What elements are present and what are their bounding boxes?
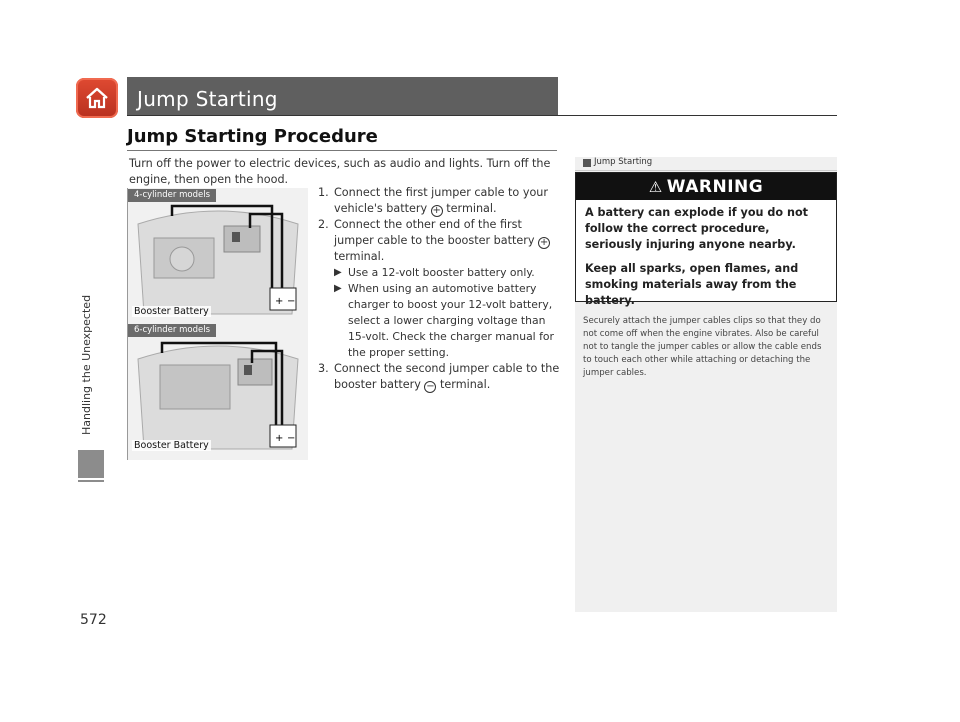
figure-tag-4cyl: 4-cylinder models	[128, 189, 216, 202]
home-icon	[84, 86, 110, 110]
svg-text:−: −	[287, 296, 296, 307]
engine-figure	[127, 188, 308, 460]
svg-text:+: +	[275, 296, 284, 307]
side-tab-line	[78, 480, 104, 482]
svg-text:−: −	[287, 433, 296, 444]
step-2-note-1: ▶ Use a 12-volt booster battery only.	[334, 266, 535, 279]
sidebar-header-label: Jump Starting	[594, 157, 653, 167]
warning-text-2: Keep all sparks, open flames, and smoking materials away from the battery.	[585, 262, 799, 307]
svg-text:+: +	[275, 433, 284, 444]
arrow-right-icon: ▶	[334, 283, 342, 294]
section-title: Jump Starting Procedure	[127, 126, 378, 147]
chapter-title: Jump Starting	[137, 87, 278, 111]
arrow-right-icon: ▶	[334, 267, 342, 278]
side-tab[interactable]	[78, 150, 98, 450]
side-tab-label: Handling the Unexpected	[80, 294, 93, 435]
step-2-note-2: ▶ When using an automotive battery charger to boost your 12-volt battery, select a lower charging voltage than 15-volt. Check the charger manual for the proper setting.	[334, 282, 554, 359]
figure-tag-6cyl: 6-cylinder models	[128, 324, 216, 337]
chapter-divider	[127, 115, 837, 116]
procedure-steps	[318, 185, 563, 393]
engine-illustration-4cyl	[132, 204, 304, 320]
step-1: 1. Connect the first jumper cable to your vehicle's battery + terminal.	[318, 186, 548, 216]
reference-marker-icon	[583, 159, 591, 167]
sidebar-header	[575, 157, 837, 171]
page-number: 572	[80, 612, 107, 628]
warning-box	[575, 172, 837, 307]
plus-terminal-icon: +	[539, 237, 549, 248]
chapter-header	[127, 77, 558, 115]
warning-triangle-icon: ⚠	[648, 177, 663, 196]
sidebar-notes	[575, 157, 837, 612]
minus-terminal-icon: −	[426, 381, 435, 392]
intro-paragraph: Turn off the power to electric devices, such as audio and lights. Turn off the engine, then open the hood.	[129, 157, 551, 186]
side-tab-marker	[78, 450, 104, 478]
step-2: 2. Connect the other end of the first jumper cable to the booster battery + terminal.	[318, 218, 549, 263]
engine-illustration-6cyl	[132, 339, 304, 455]
booster-battery-label-4cyl: Booster Battery	[134, 306, 209, 317]
warning-text-1: A battery can explode if you do not follow the correct procedure, seriously injuring anyone nearby.	[585, 206, 808, 251]
warning-banner	[576, 173, 836, 200]
plus-terminal-icon: +	[432, 205, 441, 216]
sidebar-note: Securely attach the jumper cables clips so that they do not come off when the engine vibrates. Also be careful not to tangle the jumper cables or allow the cable ends to touch each other while attaching or detaching the jumper cables.	[583, 316, 822, 378]
warning-title: WARNING	[666, 176, 764, 197]
home-button[interactable]	[76, 78, 118, 118]
step-3: 3. Connect the second jumper cable to the booster battery − terminal.	[318, 362, 560, 392]
section-divider	[127, 150, 557, 151]
booster-battery-label-6cyl: Booster Battery	[134, 440, 209, 451]
